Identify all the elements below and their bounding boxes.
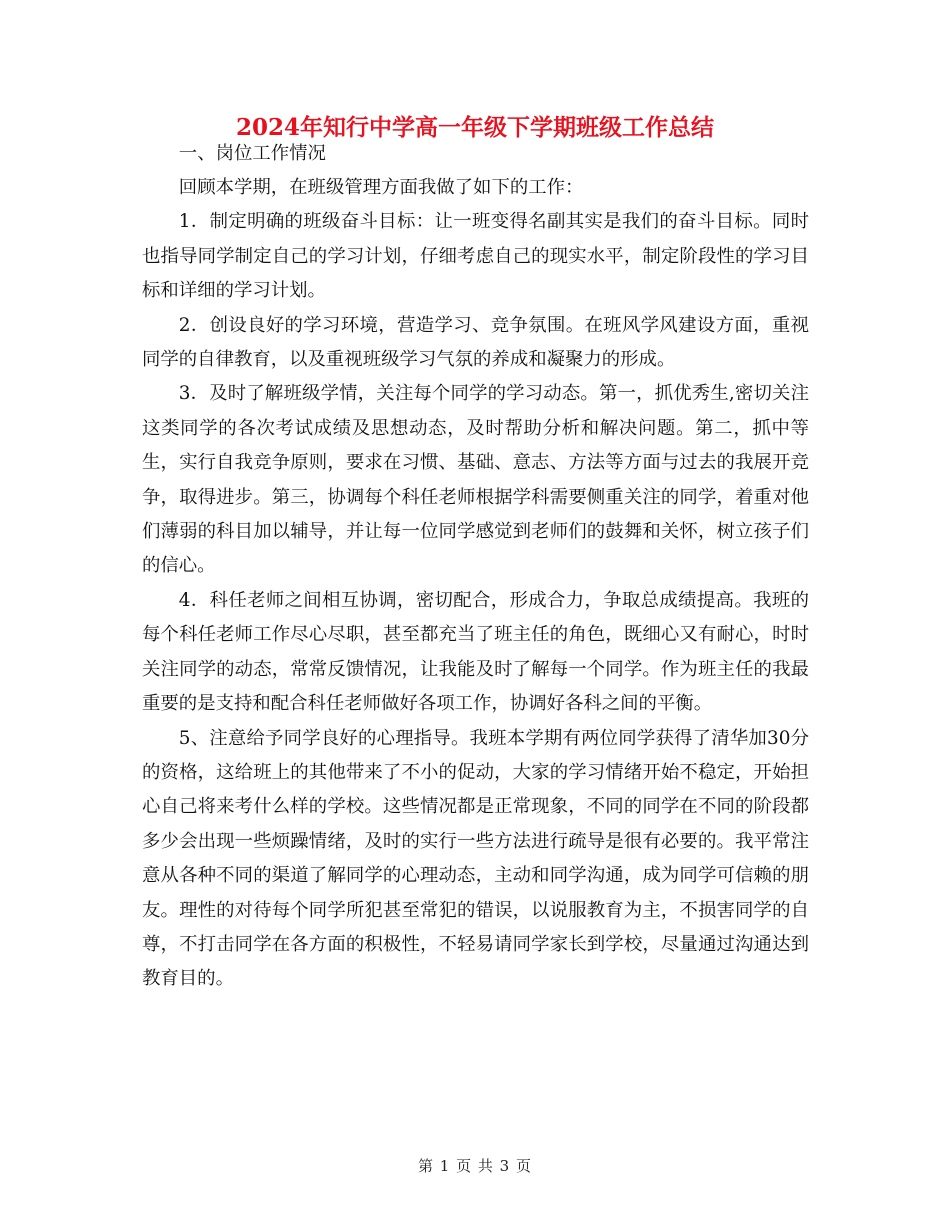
paragraph-item-4: 4．科任老师之间相互协调，密切配合，形成合力，争取总成绩提高。我班的每个科任老师工作尽心尽职，甚至都充当了班主任的角色，既细心又有耐心，时时关注同学的动态，常常反馈情况，让我能及时了解每一个同学。作为班主任的我最重要的是支持和配合科任老师做好各项工作，协调好各科之间的平衡。	[142, 589, 809, 715]
paragraph-item-2: 2．创设良好的学习环境，营造学习、竞争氛围。在班风学风建设方面，重视同学的自律教育，以及重视班级学习气氛的养成和凝聚力的形成。	[142, 314, 809, 371]
section-heading: 一、岗位工作情况	[178, 143, 326, 164]
paragraph-item-3: 3．及时了解班级学情，关注每个同学的学习动态。第一，抓优秀生,密切关注这类同学的各次考试成绩及思想动态，及时帮助分析和解决问题。第二，抓中等生，实行自我竞争原则，要求在习惯、基础、意志、方法等方面与过去的我展开竞争，取得进步。第三，协调每个科任老师根据学科需要侧重关注的同学，着重对他们薄弱的科目加以辅导，并让每一位同学感觉到老师们的鼓舞和关怀，树立孩子们的信心。	[142, 383, 809, 577]
document-title: 2024年知行中学高一年级下学期班级工作总结	[235, 114, 714, 141]
document-body	[142, 137, 809, 997]
paragraph-item-1: 1．制定明确的班级奋斗目标：让一班变得名副其实是我们的奋斗目标。同时也指导同学制定自己的学习计划，仔细考虑自己的现实水平，制定阶段性的学习目标和详细的学习计划。	[142, 211, 809, 302]
page-footer: 第 1 页 共 3 页	[418, 1157, 532, 1175]
paragraph-item-5: 5、注意给予同学良好的心理指导。我班本学期有两位同学获得了清华加30分的资格，这给班上的其他带来了不小的促动，大家的学习情绪开始不稳定，开始担心自己将来考什么样的学校。这些情况都是正常现象，不同的同学在不同的阶段都多少会出现一些烦躁情绪，及时的实行一些方法进行疏导是很有必要的。我平常注意从各种不同的渠道了解同学的心理动态，主动和同学沟通，成为同学可信赖的朋友。理性的对待每个同学所犯甚至常犯的错误，以说服教育为主，不损害同学的自尊，不打击同学在各方面的积极性，不轻易请同学家长到学校，尽量通过沟通达到教育目的。	[142, 727, 809, 990]
paragraph-intro: 回顾本学期，在班级管理方面我做了如下的工作：	[178, 177, 584, 198]
